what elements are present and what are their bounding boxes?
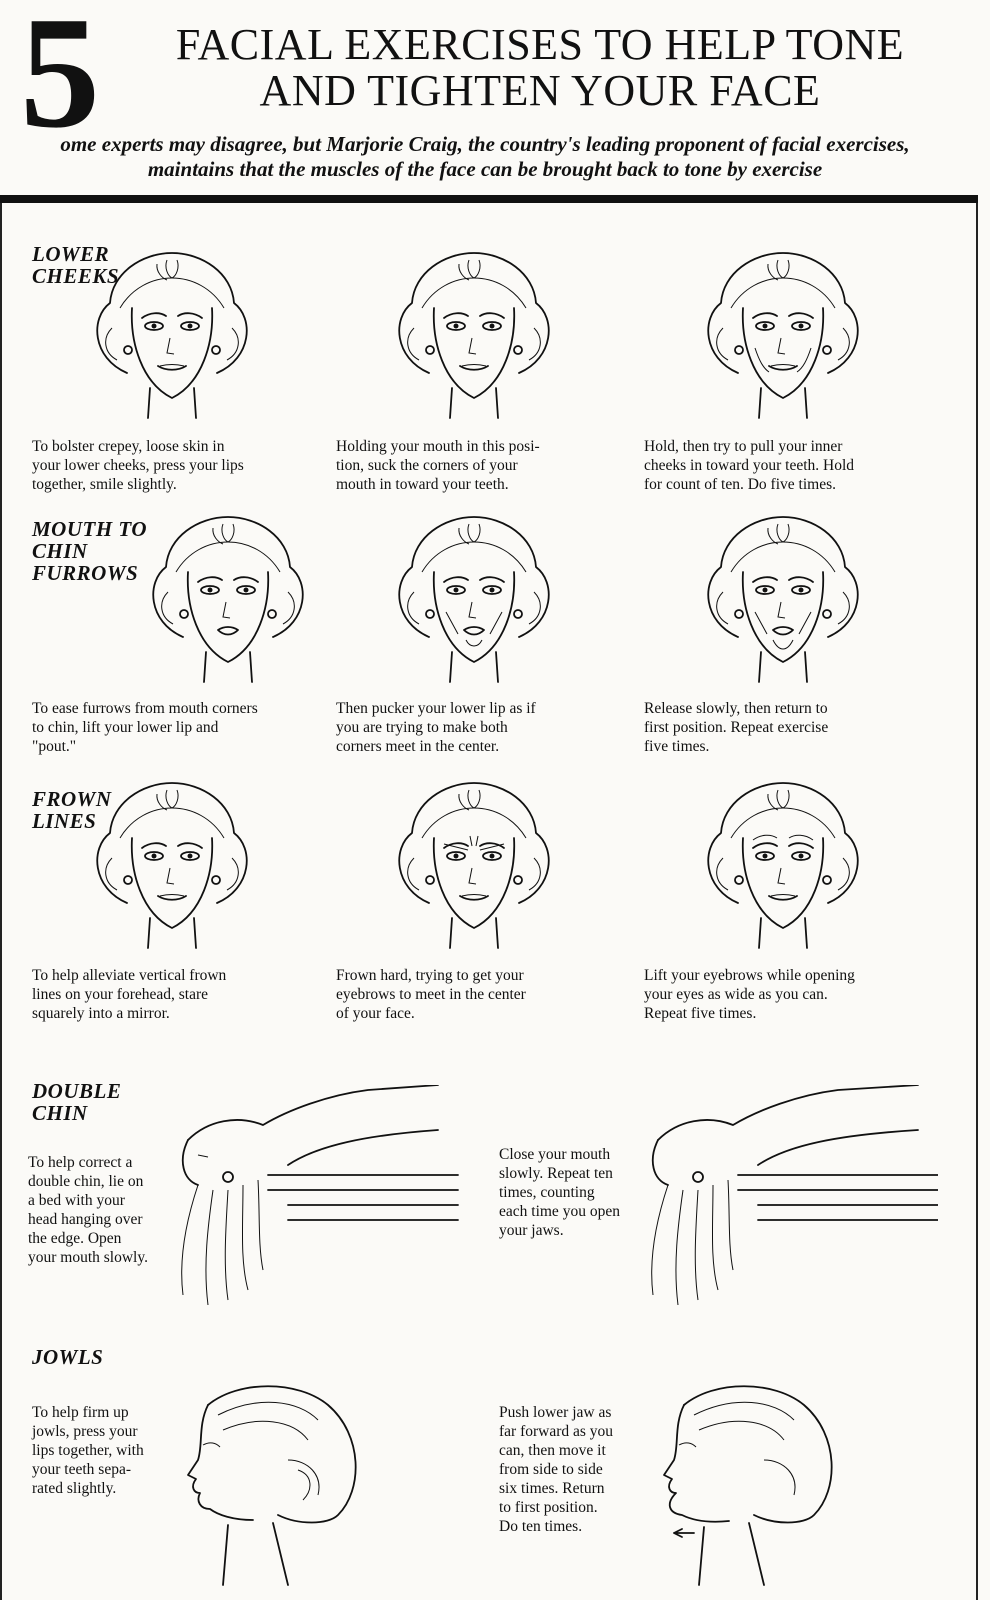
subtitle-line-2: maintains that the muscles of the face can be brought back to tone by exercise — [147, 157, 823, 181]
caption-lower-cheeks-1 — [32, 437, 244, 494]
header-rule — [0, 195, 978, 203]
caption-frown-lines-2 — [336, 966, 526, 1023]
caption-line: for count of ten. Do five times. — [644, 476, 836, 493]
caption-line: rated slightly. — [32, 1480, 117, 1497]
caption-double-chin-2 — [499, 1145, 620, 1240]
section-label-double-chin — [32, 1080, 121, 1124]
caption-line: of your face. — [336, 1005, 415, 1022]
illustration-lower-cheeks-2 — [374, 248, 574, 428]
caption-line: your mouth slowly. — [28, 1249, 148, 1266]
caption-line: slowly. Repeat ten — [499, 1165, 613, 1182]
illustration-frown-lines-2 — [374, 778, 574, 958]
large-number-five: 5 — [20, 0, 100, 161]
page-title — [110, 22, 970, 114]
label-line: MOUTH TO — [32, 517, 148, 541]
caption-mouth-chin-3 — [644, 699, 828, 756]
caption-line: Repeat five times. — [644, 1005, 757, 1022]
label-line: CHEEKS — [32, 264, 120, 288]
caption-lower-cheeks-3 — [644, 437, 854, 494]
label-line: LOWER — [32, 242, 110, 266]
caption-line: Frown hard, trying to get your — [336, 967, 524, 984]
title-line-2: AND TIGHTEN YOUR FACE — [259, 66, 821, 115]
caption-line: cheeks in toward your teeth. Hold — [644, 457, 855, 474]
caption-line: Release slowly, then return to — [644, 700, 828, 717]
caption-line: squarely into a mirror. — [32, 1005, 170, 1022]
caption-frown-lines-1 — [32, 966, 226, 1023]
caption-line: can, then move it — [499, 1442, 606, 1459]
caption-double-chin-1 — [28, 1153, 148, 1267]
caption-line: the edge. Open — [28, 1230, 122, 1247]
frame-left-border — [0, 203, 2, 1600]
caption-line: to first position. — [499, 1499, 598, 1516]
caption-line: five times. — [644, 738, 710, 755]
caption-line: Do ten times. — [499, 1518, 583, 1535]
illustration-lower-cheeks-3 — [683, 248, 883, 428]
illustration-jowls-1 — [178, 1375, 378, 1600]
page-subtitle — [0, 132, 980, 182]
caption-line: each time you open — [499, 1203, 620, 1220]
caption-line: Hold, then try to pull your inner — [644, 438, 843, 455]
caption-line: from side to side — [499, 1461, 603, 1478]
caption-mouth-chin-2 — [336, 699, 536, 756]
label-line: FURROWS — [32, 561, 139, 585]
caption-line: Push lower jaw as — [499, 1404, 612, 1421]
caption-line: lips together, with — [32, 1442, 144, 1459]
caption-line: your jaws. — [499, 1222, 564, 1239]
caption-frown-lines-3 — [644, 966, 855, 1023]
label-line: CHIN — [32, 539, 88, 563]
caption-mouth-chin-1 — [32, 699, 258, 756]
frame-right-border — [976, 203, 978, 1600]
caption-line: To help correct a — [28, 1154, 133, 1171]
caption-line: Close your mouth — [499, 1146, 611, 1163]
label-line: LINES — [32, 809, 97, 833]
illustration-double-chin-1 — [168, 1085, 468, 1335]
caption-line: head hanging over — [28, 1211, 143, 1228]
caption-line: your eyes as wide as you can. — [644, 986, 828, 1003]
caption-line: mouth in toward your teeth. — [336, 476, 509, 493]
caption-lower-cheeks-2 — [336, 437, 540, 494]
caption-line: you are trying to make both — [336, 719, 508, 736]
caption-line: Holding your mouth in this posi- — [336, 438, 540, 455]
caption-line: together, smile slightly. — [32, 476, 177, 493]
caption-line: to chin, lift your lower lip and — [32, 719, 219, 736]
illustration-mouth-chin-2 — [374, 512, 574, 692]
caption-line: first position. Repeat exercise — [644, 719, 829, 736]
caption-line: Lift your eyebrows while opening — [644, 967, 855, 984]
caption-line: jowls, press your — [32, 1423, 138, 1440]
caption-line: lines on your forehead, stare — [32, 986, 209, 1003]
caption-line: Then pucker your lower lip as if — [336, 700, 536, 717]
caption-line: six times. Return — [499, 1480, 605, 1497]
caption-jowls-1 — [32, 1403, 144, 1498]
subtitle-line-1: ome experts may disagree, but Marjorie Craig, the country's leading proponent of facial exercises, — [60, 132, 910, 156]
caption-line: eyebrows to meet in the center — [336, 986, 526, 1003]
caption-line: corners meet in the center. — [336, 738, 500, 755]
label-line: CHIN — [32, 1101, 88, 1125]
illustration-jowls-2 — [654, 1375, 854, 1600]
caption-line: To ease furrows from mouth corners — [32, 700, 258, 717]
label-line: FROWN — [32, 787, 112, 811]
caption-line: double chin, lie on — [28, 1173, 144, 1190]
caption-line: a bed with your — [28, 1192, 125, 1209]
caption-line: To help firm up — [32, 1404, 129, 1421]
caption-line: To bolster crepey, loose skin in — [32, 438, 225, 455]
caption-line: your lower cheeks, press your lips — [32, 457, 244, 474]
caption-line: far forward as you — [499, 1423, 614, 1440]
illustration-double-chin-2 — [638, 1085, 938, 1335]
title-line-1: FACIAL EXERCISES TO HELP TONE — [175, 20, 905, 69]
label-line: DOUBLE — [32, 1079, 122, 1103]
illustration-mouth-chin-3 — [683, 512, 883, 692]
caption-line: tion, suck the corners of your — [336, 457, 518, 474]
caption-line: your teeth sepa- — [32, 1461, 131, 1478]
label-line: JOWLS — [32, 1345, 104, 1369]
caption-line: times, counting — [499, 1184, 595, 1201]
illustration-frown-lines-1 — [72, 778, 272, 958]
illustration-mouth-chin-1 — [128, 512, 328, 692]
caption-line: "pout." — [32, 738, 77, 755]
section-label-jowls — [32, 1346, 103, 1368]
caption-jowls-2 — [499, 1403, 613, 1536]
illustration-frown-lines-3 — [683, 778, 883, 958]
caption-line: To help alleviate vertical frown — [32, 967, 227, 984]
illustration-lower-cheeks-1 — [72, 248, 272, 428]
